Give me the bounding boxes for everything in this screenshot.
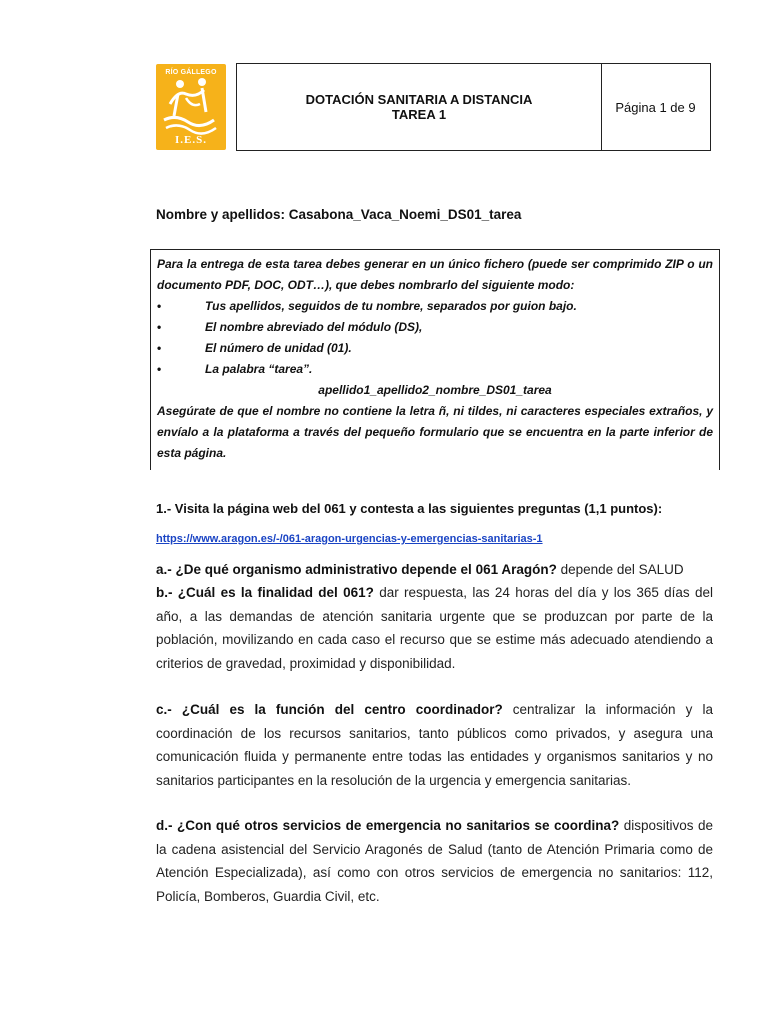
- filename-example: apellido1_apellido2_nombre_DS01_tarea: [318, 383, 552, 397]
- bullet-symbol: •: [157, 362, 162, 376]
- question-d: [156, 814, 713, 908]
- answer-text: depende del SALUD: [556, 562, 684, 577]
- list-item: [157, 317, 713, 338]
- instructions-note: Asegúrate de que el nombre no contiene la letra ñ, ni tildes, ni caracteres especiales extraños, y envíalo a la plataforma a través del pequeño formulario que se encuentra en la parte inferior de esta página.: [157, 404, 713, 460]
- answer-text: dispositivos de la cadena asistencial del Servicio Aragonés de Salud (tanto de Atención Primaria como de Atención Especializada), así como con otros servicios de emergencia no sanitarios: 112, Policía, Bomberos, Guardia Civil, etc.: [156, 818, 713, 904]
- logo-top-text: RÍO GÁLLEGO: [165, 69, 217, 76]
- header-table: [236, 63, 711, 151]
- list-item: [157, 359, 713, 380]
- student-name: Nombre y apellidos: Casabona_Vaca_Noemi_DS01_tarea: [156, 207, 522, 222]
- instructions-box: [150, 249, 720, 470]
- bullet-symbol: •: [157, 299, 162, 313]
- page-number: Página 1 de 9: [615, 100, 696, 115]
- bullet-text: Tus apellidos, seguidos de tu nombre, separados por guion bajo.: [205, 299, 577, 313]
- bullet-text: La palabra “tarea”.: [205, 362, 313, 376]
- bullet-text: El número de unidad (01).: [205, 341, 352, 355]
- question-a: [156, 558, 713, 582]
- bullet-text: El nombre abreviado del módulo (DS),: [205, 320, 423, 334]
- list-item: [157, 338, 713, 359]
- bullet-symbol: •: [157, 341, 162, 355]
- school-logo: [156, 64, 226, 150]
- question-text: b.- ¿Cuál es la finalidad del 061?: [156, 585, 374, 600]
- bullet-symbol: •: [157, 320, 162, 334]
- question-text: d.- ¿Con qué otros servicios de emergencia no sanitarios se coordina?: [156, 818, 620, 833]
- aragon-061-link[interactable]: https://www.aragon.es/-/061-aragon-urgencias-y-emergencias-sanitarias-1: [156, 533, 543, 545]
- section-title: 1.- Visita la página web del 061 y contesta a las siguientes preguntas (1,1 puntos):: [156, 501, 663, 516]
- answer-text: dar respuesta, las 24 horas del día y los 365 días del año, a las demandas de atención sanitaria urgente que se produzcan por parte de la población, movilizando en cada caso el recurso que se estime más adecuado atendiendo a criterios de gravedad, proximidad y disponibilidad.: [156, 585, 713, 671]
- document-title: [237, 64, 602, 150]
- question-c: [156, 698, 713, 792]
- list-item: [157, 296, 713, 317]
- title-line-1: DOTACIÓN SANITARIA A DISTANCIA: [305, 92, 533, 107]
- answer-text: centralizar la información y la coordinación de los recursos sanitarios, tanto públicos como privados, y asegura una comunicación fluida y permanente entre todas las entidades y organismos sanitarios y no sanitarios participantes en la resolución de la urgencia y emergencia sanitarias.: [156, 702, 713, 788]
- logo-bottom-text: I.E.S.: [175, 134, 207, 146]
- title-line-2: TAREA 1: [391, 107, 447, 122]
- question-text: c.- ¿Cuál es la función del centro coordinador?: [156, 702, 503, 717]
- question-text: a.- ¿De qué organismo administrativo depende el 061 Aragón?: [156, 562, 557, 577]
- question-b: [156, 581, 713, 675]
- instructions-intro: Para la entrega de esta tarea debes generar en un único fichero (puede ser comprimido ZIP o un documento PDF, DOC, ODT…), que debes nombrarlo del siguiente modo:: [157, 257, 713, 292]
